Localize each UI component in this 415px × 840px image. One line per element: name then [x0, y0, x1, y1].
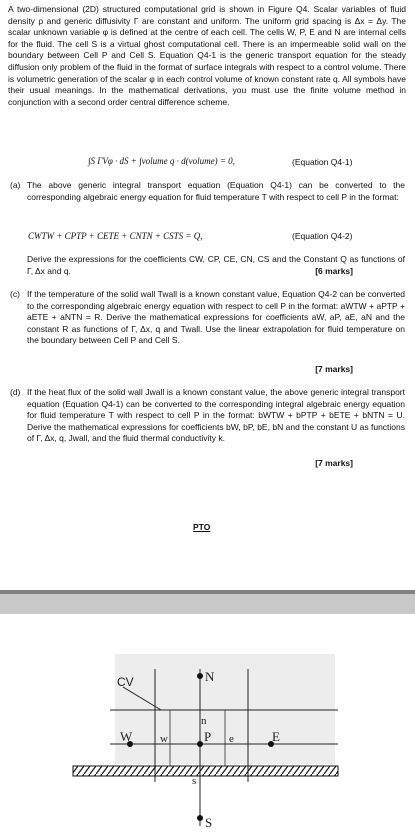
part-d-text: If the heat flux of the solid wall Jwall is a known constant value, the above generic integral transport equation (Equation Q4-1) can be converted to the corresponding integral algebraic energy equation for fluid temperature T with respect to cell P in the format: bWTW + bPTP + bETE + bNTN = U. Derive the mathematical expressions for coefficients bW, bP, bE, bN and the constant U as functions of Γ, Δx, q, Jwall, and the fluid thermal conductivity k. — [27, 387, 405, 444]
node-P-label: P — [204, 729, 212, 744]
node-S-point — [197, 815, 203, 821]
equation-q4-1: ∫S ΓVφ · dS + ∫volume q · d(volume) = 0, — [88, 156, 235, 166]
face-e-label: e — [229, 733, 234, 745]
cv-label: CV — [117, 675, 134, 689]
face-n-label: n — [201, 715, 207, 727]
face-w-label: w — [160, 733, 168, 745]
part-a-text: The above generic integral transport equation (Equation Q4-1) can be converted to the corresponding algebraic energy equation for fluid temperature T with respect to cell P in the format: — [27, 180, 405, 202]
node-N-point — [197, 673, 203, 679]
pto-label: PTO — [193, 522, 211, 532]
node-P-point — [197, 741, 203, 747]
part-a-marks: [6 marks] — [315, 266, 353, 276]
part-c-marks: [7 marks] — [315, 364, 353, 374]
equation-q4-1-label: (Equation Q4-1) — [292, 157, 353, 167]
equation-q4-2: CWTW + CPTP + CETE + CNTN + CSTS = Q, — [28, 231, 203, 241]
part-d-marks: [7 marks] — [315, 458, 353, 468]
node-N-label: N — [205, 669, 215, 684]
solid-wall-hatch — [73, 766, 338, 776]
question-part-c — [10, 289, 405, 361]
part-a-label: (a) — [10, 180, 21, 190]
intro-paragraph: A two-dimensional (2D) structured computational grid is shown in Figure Q4. Scalar variables of fluid density ρ and generic diffusivity Γ are constant and uniform. The uniform grid spacing is Δx = Δy. The scalar unknown variable φ is defined at the centre of each cell. The cells W, P, E and N are internal cells for the fluid. The cell S is a virtual ghost computational cell. There is an impermeable solid wall on the boundary between Cell P and Cell S. Equation Q4-1 is the generic transport equation for the steady diffusion only problem of the fluid in the format of surface integrals with respect to a control volume. There is volumetric generation of the scalar φ in each control volume of known constant rate q. All symbols have their usual meanings. In the mathematical derivations, you must use the finite volume method in conjunction with a second order central difference scheme. — [8, 4, 406, 107]
question-part-d — [10, 387, 405, 459]
part-d-label: (d) — [10, 387, 21, 397]
equation-q4-2-label: (Equation Q4-2) — [292, 231, 353, 241]
node-W-label: W — [120, 729, 133, 744]
part-c-label: (c) — [10, 289, 20, 299]
part-a-text2: Derive the expressions for the coefficients CW, CP, CE, CN, CS and the Constant Q as functions of Γ, Δx and q. — [27, 254, 405, 276]
node-E-label: E — [272, 729, 280, 744]
face-s-label: s — [192, 775, 197, 787]
part-c-text: If the temperature of the solid wall Twall is a known constant value, Equation Q4-2 can be converted to the corresponding algebraic energy equation with respect to cell P in the format: aWTW + aPTP + aETE + aNTN = R. Derive the mathematical expressions for coefficients aW, aP, aE, aN and the constant R as functions of Γ, Δx, q and Twall. Use the linear extrapolation for fluid temperature on the boundary between Cell P and Cell S. — [27, 289, 405, 346]
page-gap — [0, 594, 415, 614]
question-part-a — [10, 180, 405, 220]
figure-q4 — [0, 614, 415, 835]
node-S-label: S — [205, 815, 213, 830]
grid-diagram — [0, 614, 415, 835]
